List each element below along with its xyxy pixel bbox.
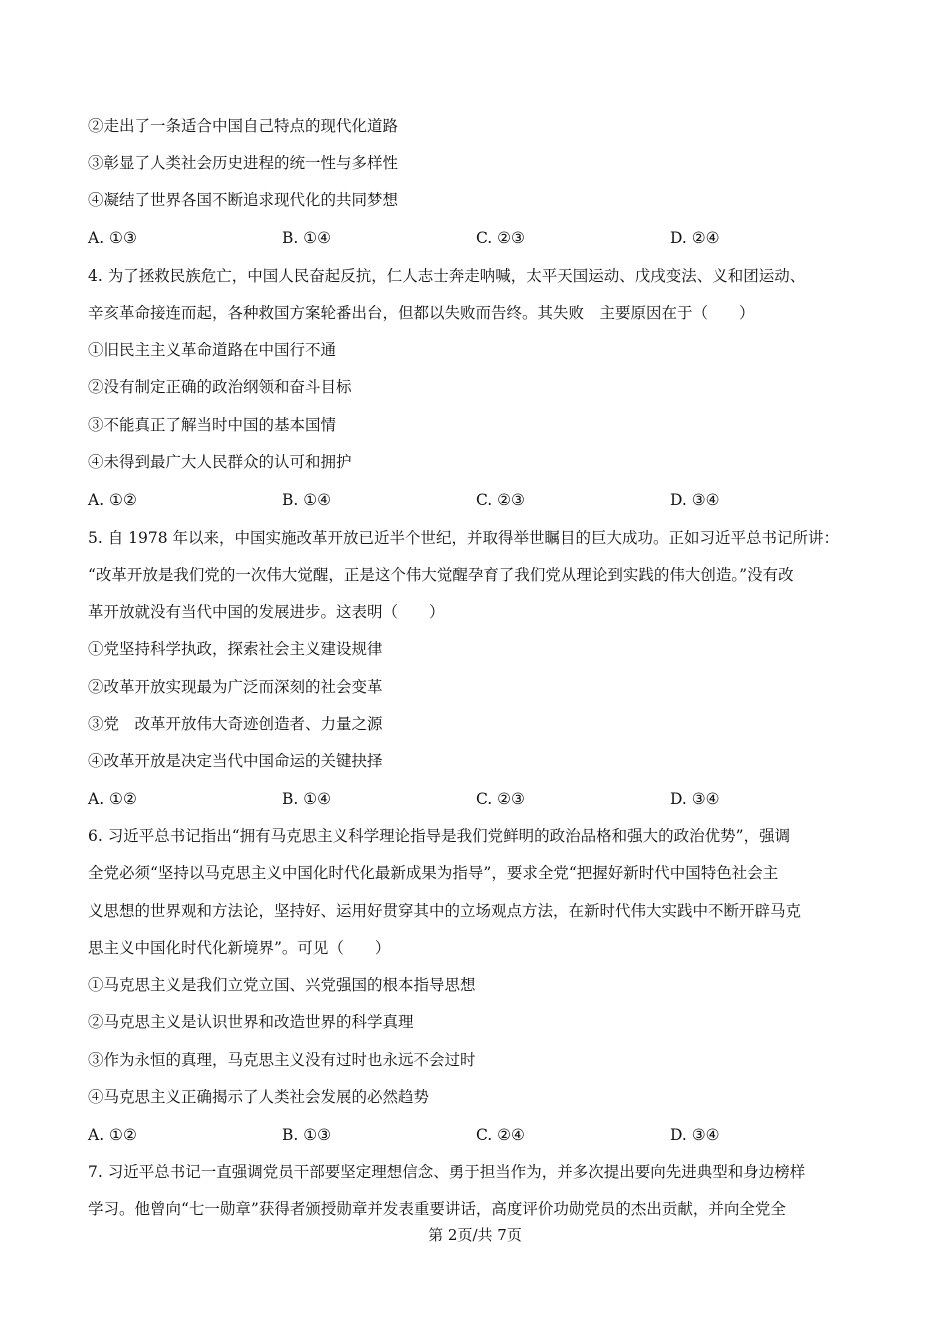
q6-stem-line-2: 全党必须“坚持以马克思主义中国化时代化最新成果为指导”，要求全党“把握好新时代中国特色社会主 bbox=[88, 864, 779, 882]
q4-stem-line-1: 4. 为了拯救民族危亡，中国人民奋起反抗，仁人志士奔走呐喊，太平天国运动、戊戌变法、义和团运动、 bbox=[88, 267, 806, 285]
q6-stem-line-1: 6. 习近平总书记指出“拥有马克思主义科学理论指导是我们党鲜明的政治品格和强大的政治优势”，强调 bbox=[88, 827, 791, 845]
q3-answer-options bbox=[88, 227, 868, 249]
q6-choice-3: ③作为永恒的真理，马克思主义没有过时也永远不会过时 bbox=[88, 1051, 476, 1069]
q7-stem-line-2: 学习。他曾向“七一勋章”获得者颁授勋章并发表重要讲话，高度评价功勋党员的杰出贡献，并向全党全 bbox=[88, 1200, 786, 1218]
q5-choice-1: ①党坚持科学执政，探索社会主义建设规律 bbox=[88, 640, 383, 658]
q5-choice-4: ④改革开放是决定当代中国命运的关键抉择 bbox=[88, 752, 383, 770]
q6-choice-4: ④马克思主义正确揭示了人类社会发展的必然趋势 bbox=[88, 1088, 430, 1106]
q5-choice-3: ③党 改革开放伟大奇迹创造者、力量之源 bbox=[88, 715, 383, 733]
q4-option-b[interactable]: B. ①④ bbox=[282, 491, 332, 509]
q6-choice-1: ①马克思主义是我们立党立国、兴党强国的根本指导思想 bbox=[88, 976, 476, 994]
q6-option-d[interactable]: D. ③④ bbox=[670, 1126, 720, 1144]
q4-choice-4: ④未得到最广大人民群众的认可和拥护 bbox=[88, 453, 352, 471]
q4-option-d[interactable]: D. ③④ bbox=[670, 491, 720, 509]
q4-answer-options bbox=[88, 489, 868, 511]
q4-choice-1: ①旧民主主义革命道路在中国行不通 bbox=[88, 341, 337, 359]
q4-stem-line-2: 辛亥革命接连而起，各种救国方案轮番出台，但都以失败而告终。其失败 主要原因在于（ ） bbox=[88, 304, 755, 322]
q5-choice-2: ②改革开放实现最为广泛而深刻的社会变革 bbox=[88, 678, 383, 696]
q6-option-a[interactable]: A. ①② bbox=[88, 1126, 137, 1144]
q5-stem-line-1: 5. 自 1978 年以来，中国实施改革开放已近半个世纪，并取得举世瞩目的巨大成功。正如习近平总书记所讲： bbox=[88, 529, 840, 547]
q3-option-d[interactable]: D. ②④ bbox=[670, 229, 720, 247]
q3-option-b[interactable]: B. ①④ bbox=[282, 229, 332, 247]
q5-option-c[interactable]: C. ②③ bbox=[476, 790, 525, 808]
page-footer: 第 2页/共 7页 bbox=[428, 1226, 522, 1244]
q4-option-c[interactable]: C. ②③ bbox=[476, 491, 525, 509]
q6-stem-line-3: 义思想的世界观和方法论，坚持好、运用好贯穿其中的立场观点方法，在新时代伟大实践中不断开辟马克 bbox=[88, 902, 802, 920]
q3-choice-3: ③彰显了人类社会历史进程的统一性与多样性 bbox=[88, 154, 399, 172]
q6-stem-line-4: 思主义中国化时代化新境界”。可见（ ） bbox=[88, 939, 391, 957]
q3-option-c[interactable]: C. ②③ bbox=[476, 229, 525, 247]
q7-stem-line-1: 7. 习近平总书记一直强调党员干部要坚定理想信念、勇于担当作为，并多次提出要向先进典型和身边榜样 bbox=[88, 1163, 806, 1181]
q6-option-c[interactable]: C. ②④ bbox=[476, 1126, 525, 1144]
q6-answer-options bbox=[88, 1124, 868, 1146]
q5-stem-line-3: 革开放就没有当代中国的发展进步。这表明（ ） bbox=[88, 603, 445, 621]
q5-answer-options bbox=[88, 788, 868, 810]
q4-choice-3: ③不能真正了解当时中国的基本国情 bbox=[88, 416, 337, 434]
q4-option-a[interactable]: A. ①② bbox=[88, 491, 137, 509]
q6-choice-2: ②马克思主义是认识世界和改造世界的科学真理 bbox=[88, 1013, 414, 1031]
q6-option-b[interactable]: B. ①③ bbox=[282, 1126, 332, 1144]
q4-choice-2: ②没有制定正确的政治纲领和奋斗目标 bbox=[88, 378, 352, 396]
q3-choice-2: ②走出了一条适合中国自己特点的现代化道路 bbox=[88, 117, 399, 135]
q5-option-d[interactable]: D. ③④ bbox=[670, 790, 720, 808]
q5-option-a[interactable]: A. ①② bbox=[88, 790, 137, 808]
q3-option-a[interactable]: A. ①③ bbox=[88, 229, 137, 247]
q3-choice-4: ④凝结了世界各国不断追求现代化的共同梦想 bbox=[88, 191, 399, 209]
q5-stem-line-2: “改革开放是我们党的一次伟大觉醒，正是这个伟大觉醒孕育了我们党从理论到实践的伟大创造。”没有改 bbox=[88, 566, 794, 584]
q5-option-b[interactable]: B. ①④ bbox=[282, 790, 332, 808]
